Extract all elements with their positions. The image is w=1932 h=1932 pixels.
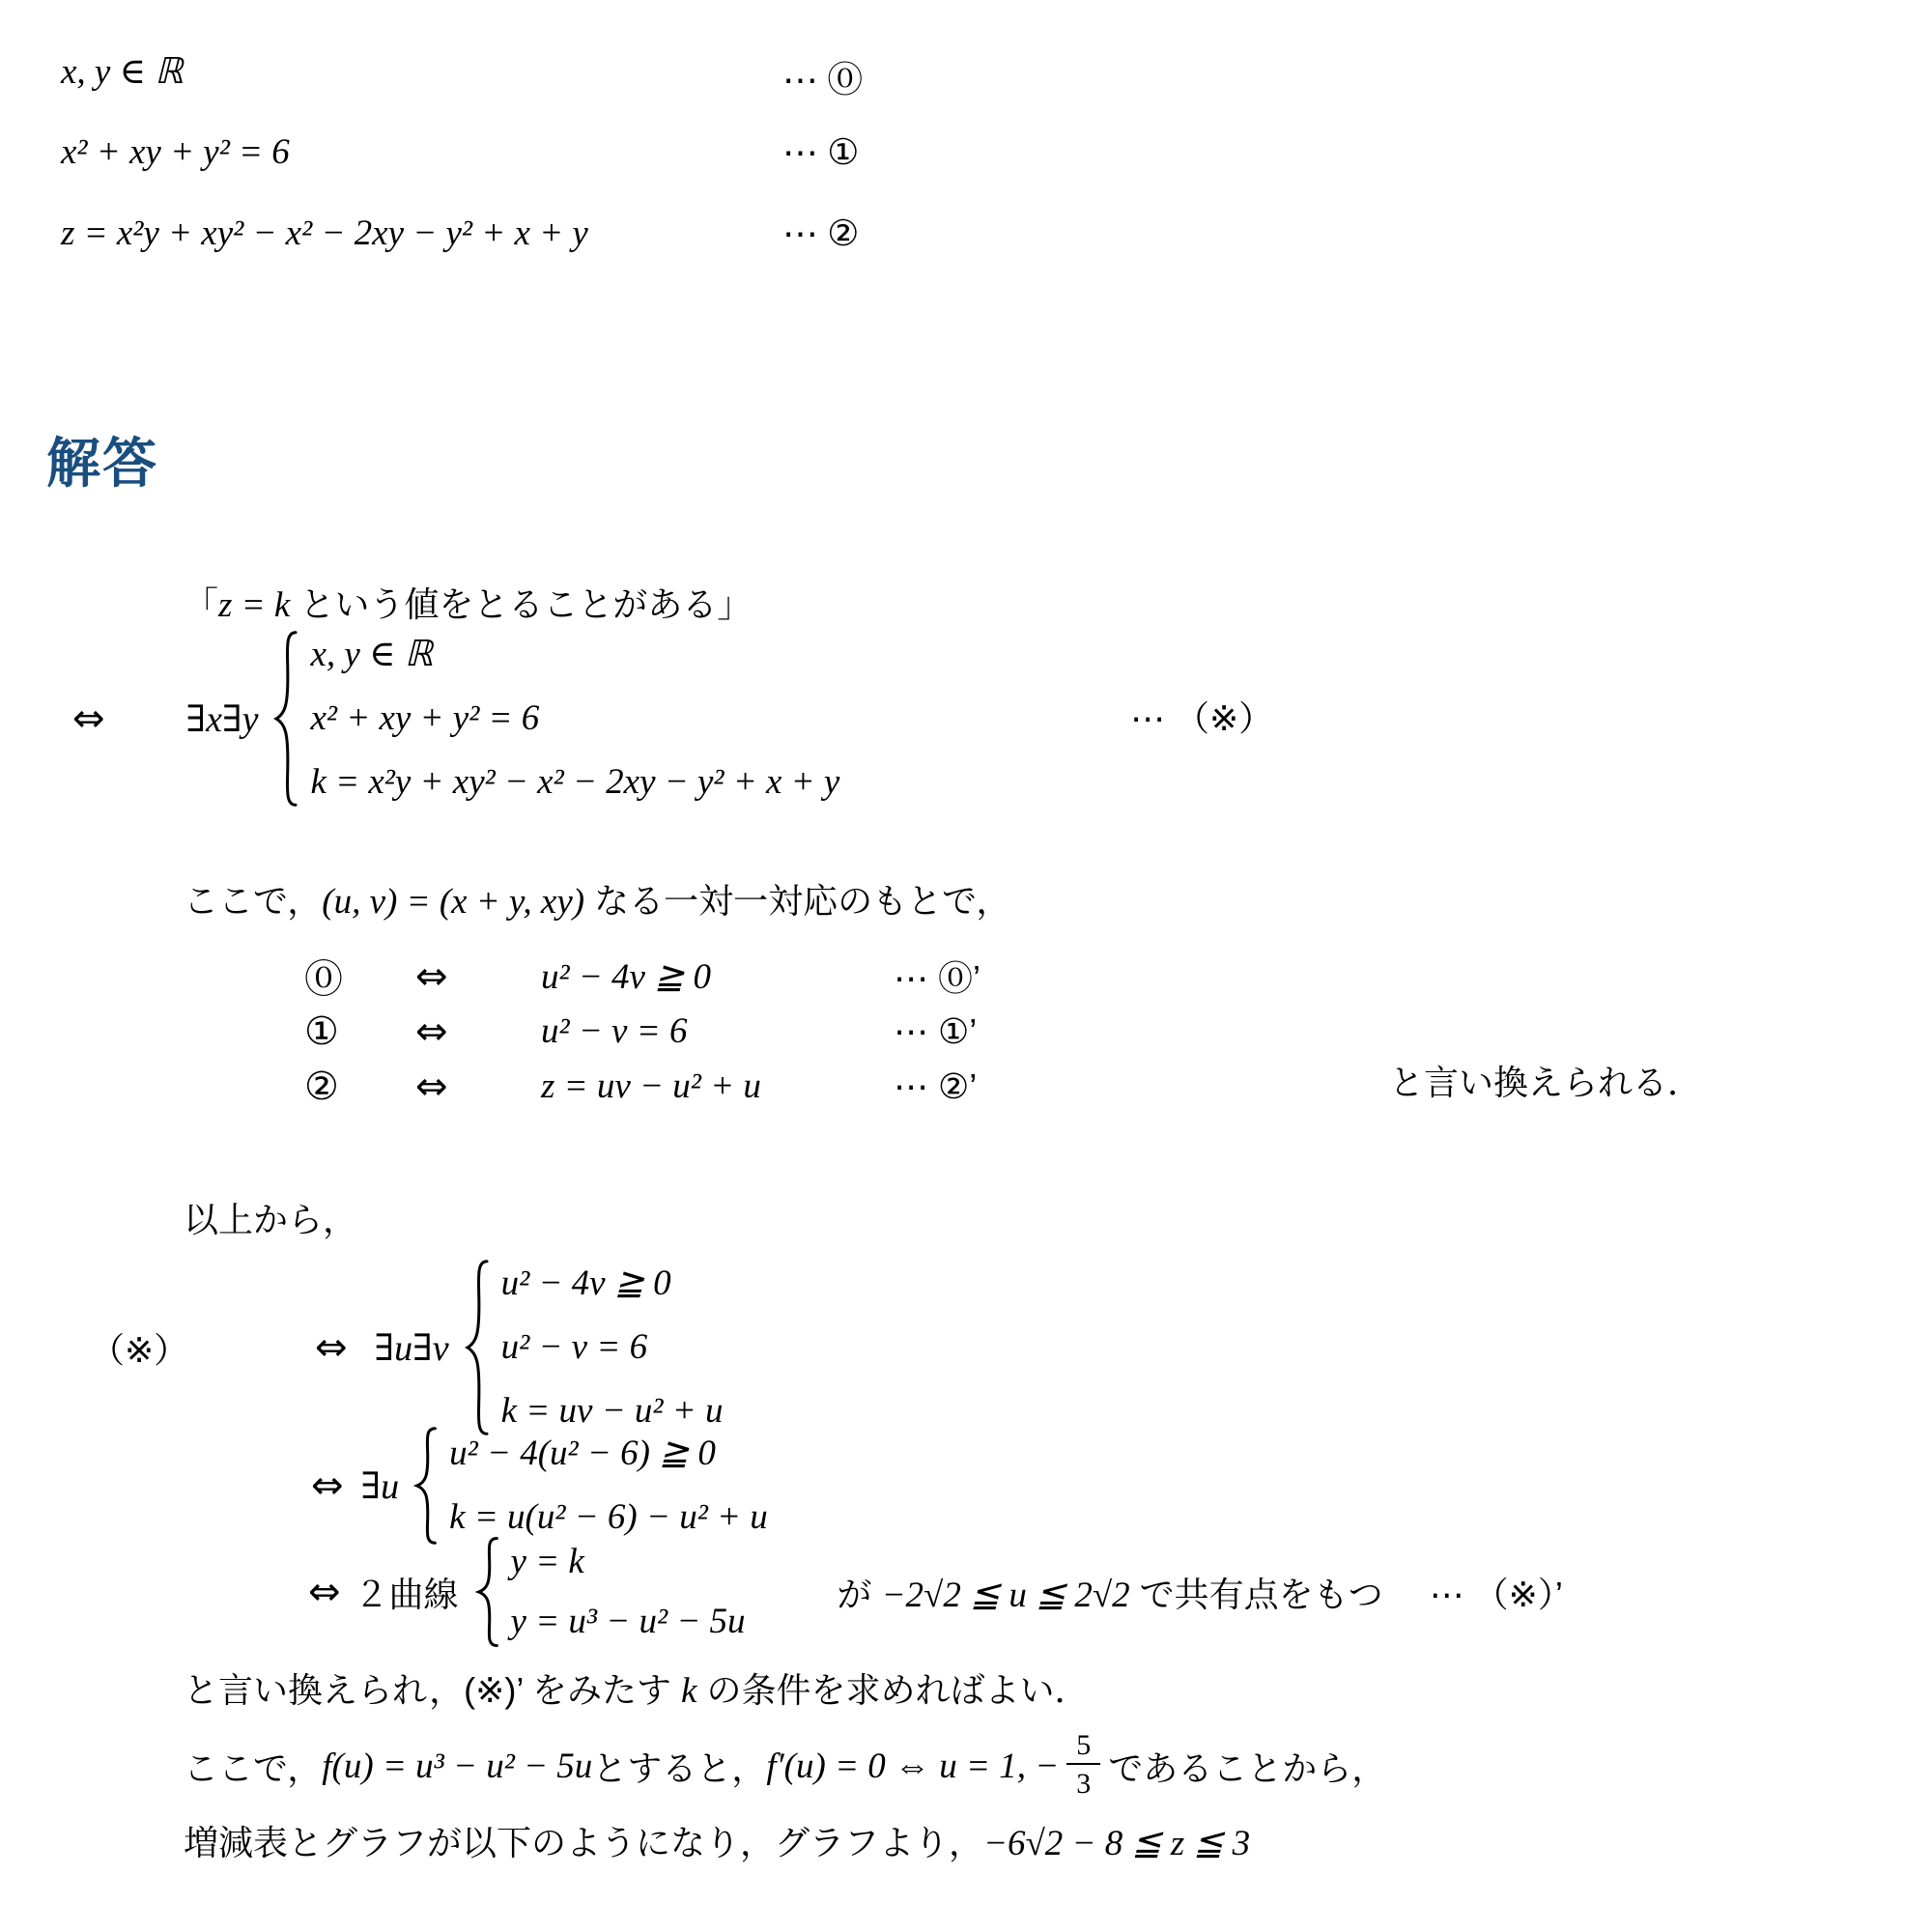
equation-label-star: ⋯ （※）: [1130, 698, 1274, 738]
rephrase-note: と言い換えられる．: [1389, 1063, 1703, 1102]
brace-icon: [463, 1256, 492, 1439]
conclusion-line: 増減表とグラフが以下のようになり，グラフより，−6√2 − 8 ≦ z ≦ 3: [184, 1823, 1251, 1863]
system-line: k = uv − u² + u: [500, 1391, 724, 1431]
quantifier: ∃u∃v: [374, 1327, 449, 1369]
system-lines: [310, 623, 839, 814]
therefore-line: 以上から，: [184, 1200, 358, 1239]
equation-label-0: ⋯ ⓪: [782, 61, 864, 100]
star-lead: （※）: [90, 1329, 189, 1370]
system-line: y = k: [510, 1542, 584, 1581]
system-line: u² − v = 6: [500, 1327, 648, 1367]
circled-number: ①: [304, 1009, 339, 1053]
correspondence-row-2: [304, 1059, 980, 1114]
rephrased-line: と言い換えられ，(※)’ をみたす k の条件を求めればよい．: [184, 1670, 1090, 1711]
given-formula-1: [61, 131, 290, 173]
chain-step-1: [90, 1252, 723, 1443]
brace-icon: [271, 627, 300, 810]
formula-text: x, y ∈ ℝ: [61, 52, 184, 92]
circled-number: ②: [304, 1065, 339, 1108]
system-lines: [449, 1422, 768, 1549]
fraction-denominator: 3: [1066, 1763, 1100, 1804]
given-formula-0: [61, 50, 184, 93]
fraction-numerator: 5: [1076, 1729, 1092, 1761]
correspondence-row-0: [304, 949, 980, 1004]
equation-label: ⋯ ①’: [894, 1010, 978, 1051]
iff-arrow: ⇔: [315, 1325, 348, 1370]
chain-step-2: [311, 1422, 768, 1549]
system-lines: [501, 1252, 724, 1443]
system-line: u² − 4v ≧ 0: [500, 1264, 671, 1303]
system-line: k = x²y + xy² − x² − 2xy − y² + x + y: [310, 762, 840, 802]
quote-open-bracket: 「: [184, 584, 219, 624]
quantifier: ∃u: [360, 1465, 400, 1507]
equation-label: ⋯ ⓪’: [894, 958, 981, 998]
equation-label-star-prime: ⋯ （※）’: [1429, 1574, 1563, 1614]
iff-arrow: ⇔: [311, 1463, 344, 1508]
quantifier: ∃x∃y: [185, 698, 259, 740]
equation-label-2: ⋯ ②: [782, 214, 860, 254]
mapping-line: ここで，(u, v) = (x + y, xy) なる一対一対応のもとで，: [184, 881, 1011, 922]
equivalence-block-1: [72, 623, 839, 814]
iff-arrow: ⇔: [415, 1009, 448, 1054]
iff-arrow: ⇔: [308, 1570, 341, 1614]
quote-math: z = k: [218, 585, 291, 625]
system-line: y = u³ − u² − 5u: [510, 1602, 746, 1641]
fraction: [1066, 1728, 1100, 1804]
formula-text: u² − v = 6: [541, 1011, 688, 1051]
correspondence-table: [304, 949, 980, 1114]
circled-number: ⓪: [304, 958, 343, 1001]
formula-text: u² − 4v ≧ 0: [541, 956, 711, 997]
equation-label-1: ⋯ ①: [782, 133, 860, 173]
system-lines: [511, 1532, 746, 1652]
derivative-line: ここで， f(u) = u³ − u² − 5u とすると， f′(u) = 0 ⇔ u = 1, − $\frac{5}{3}$ であることから，: [184, 1725, 1386, 1806]
quote-line: [184, 578, 752, 627]
system-line: u² − 4(u² − 6) ≧ 0: [449, 1434, 716, 1473]
formula-text: z = uv − u² + u: [541, 1066, 761, 1106]
quote-text: という値をとることがある」: [290, 584, 753, 624]
answer-heading: 解答: [46, 433, 158, 494]
brace-icon: [412, 1425, 440, 1547]
iff-arrow: ⇔: [415, 953, 448, 999]
chain-step-3: [308, 1532, 1563, 1652]
shared-point-condition: が −2√2 ≦ u ≦ 2√2 で共有点をもつ: [837, 1574, 1383, 1615]
formula-text: x² + xy + y² = 6: [61, 132, 290, 172]
formula-text: z = x²y + xy² − x² − 2xy − y² + x + y: [61, 213, 588, 253]
equation-label: ⋯ ②’: [894, 1065, 978, 1106]
two-curves-label: ２曲線: [354, 1574, 459, 1614]
iff-arrow: ⇔: [72, 696, 105, 741]
brace-icon: [474, 1535, 501, 1649]
system-line: k = u(u² − 6) − u² + u: [449, 1497, 768, 1537]
given-formula-2: [61, 213, 588, 254]
iff-arrow: ⇔: [415, 1064, 448, 1109]
system-line: x² + xy + y² = 6: [310, 698, 540, 738]
system-line: x, y ∈ ℝ: [310, 635, 434, 674]
correspondence-row-1: [304, 1004, 980, 1059]
